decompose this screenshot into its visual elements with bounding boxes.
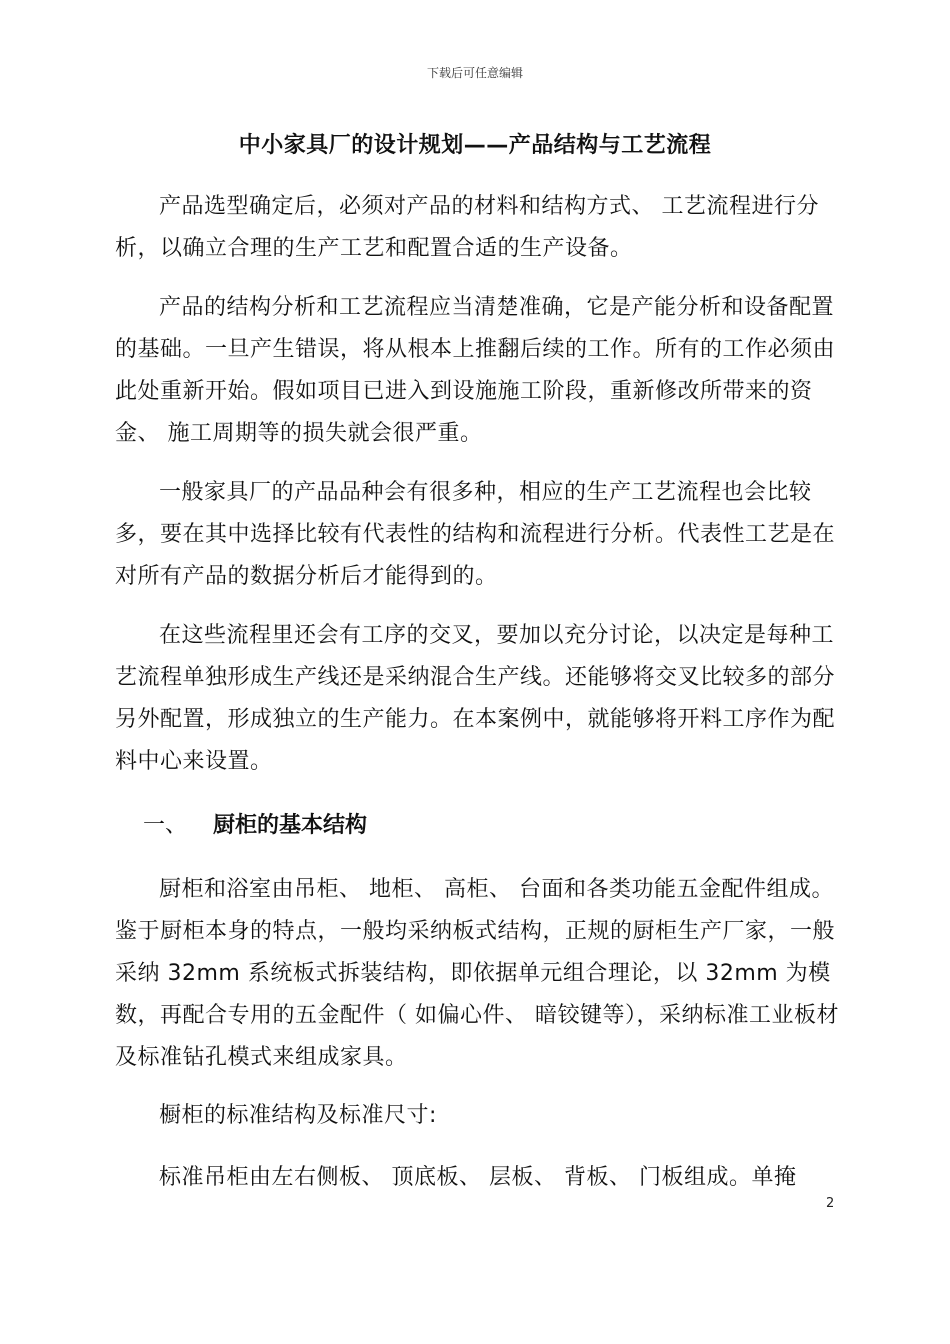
document-title: 中小家具厂的设计规划——产品结构与工艺流程 [238,133,712,158]
paragraph: 产品的结构分析和工艺流程应当清楚准确，它是产能分析和设备配置的基础。一旦产生错误，将从根本上推翻后续的工作。所有的工作必须由此处重新开始。假如项目已进入到设施施工阶段，重新修改所带来的资金、 施工周期等的损失就会很严重。 [115,295,836,446]
paragraph: 产品选型确定后，必须对产品的材料和结构方式、 工艺流程进行分析，以确立合理的生产工艺和配置合适的生产设备。 [115,194,819,261]
paragraph: 一般家具厂的产品品种会有很多种，相应的生产工艺流程也会比较多，要在其中选择比较有代表性的结构和流程进行分析。代表性工艺是在对所有产品的数据分析后才能得到的。 [115,480,836,589]
section-number: 一、 [143,813,188,838]
paragraph: 在这些流程里还会有工序的交叉，要加以充分讨论，以决定是每种工艺流程单独形成生产线还是采纳混合生产线。还能够将交叉比较多的部分另外配置，形成独立的生产能力。在本案例中，就能够将开料工序作为配料中心来设置。 [115,623,836,774]
section-title: 厨柜的基本结构 [213,813,368,838]
page-number: 2 [826,1196,835,1211]
paragraph: 厨柜和浴室由吊柜、 地柜、 高柜、 台面和各类功能五金配件组成。鉴于厨柜本身的特点，一般均采纳板式结构，正规的厨柜生产厂家，一般采纳 32mm 系统板式拆装结构，即依据单元组合理论，以 32mm 为模数，再配合专用的五金配件（ 如偏心件、 暗铰键等），采纳标准工业板材及标准钻孔模式来组成家具。 [115,877,839,1070]
paragraph: 标准吊柜由左右侧板、 顶底板、 层板、 背板、 门板组成。单掩 [159,1165,797,1190]
paragraph: 橱柜的标准结构及标准尺寸: [159,1103,437,1128]
page-header: 下载后可任意编辑 [426,66,523,80]
section-heading [143,811,367,841]
